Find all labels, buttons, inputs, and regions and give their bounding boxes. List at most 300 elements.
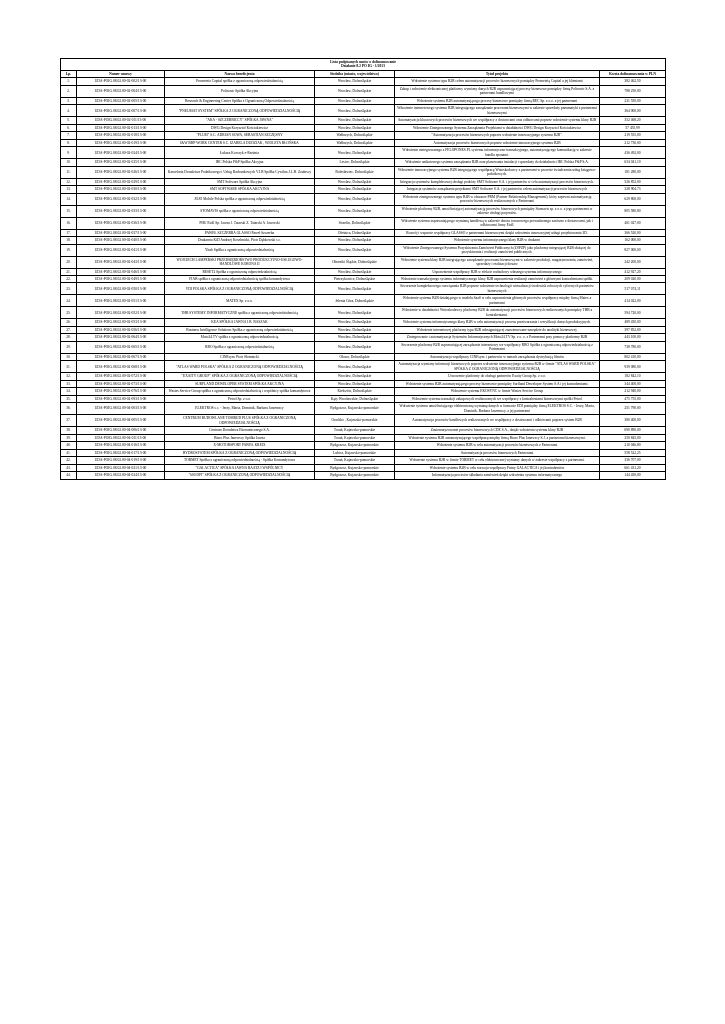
table-row	[61, 283, 666, 295]
cell-contract-number: UDA-POIG.08.02.00-02-018/13-00	[77, 132, 165, 139]
cell-amount: 251 790,00	[600, 403, 666, 415]
cell-contract-number: UDA-POIG.08.02.00-02-040/13-00	[77, 237, 165, 244]
cell-amount: 212 940,00	[600, 388, 666, 395]
cell-location: Wrocław, Dolnośląskie	[315, 97, 395, 104]
cell-contract-number: UDA-POIG.08.02.00-04-024/13-00	[77, 472, 165, 479]
cell-beneficiary: Centrum Doradztwa Ekonomicznego S.A.	[165, 427, 315, 434]
cell-amount: 57 455,99	[600, 124, 666, 131]
cell-contract-number: UDA-POIG.08.02.00-04-003/13-00	[77, 403, 165, 415]
cell-lp: 14.	[61, 193, 77, 205]
cell-contract-number: UDA-POIG.08.02.00-02-041/13-00	[77, 244, 165, 256]
table-row	[61, 139, 666, 146]
table-row	[61, 105, 666, 117]
cell-amount: 805 580,80	[600, 205, 666, 217]
cell-location: Orachko , Kujawsko-pomorskie	[315, 415, 395, 427]
cell-project-title: Stworzenie kompleksowego rozwiązania B2B poprzez wdrożenie technologii wirtualizacji środowisk roboczych cyfrowych partnerów biznesowych	[395, 283, 600, 295]
cell-project-title: Wdrożenie systemu B2B działającego w modelu SaaS w celu usprawnienia głównych procesów współpracy między firmą Matex a partnerami	[395, 295, 600, 307]
table-row	[61, 256, 666, 268]
cell-beneficiary: X-MOTORSPORT PAWEŁ KREIX	[165, 442, 315, 449]
cell-amount: 661 431,20	[600, 464, 666, 471]
cell-location: Wrocław, Dolnośląskie	[315, 334, 395, 341]
table-row	[61, 193, 666, 205]
cell-amount: 242 200,00	[600, 256, 666, 268]
cell-amount: 594 720,00	[600, 307, 666, 319]
cell-lp: 17.	[61, 229, 77, 236]
table-row	[61, 326, 666, 333]
cell-project-title: Wdrożenie systemu informatycznego klasy B2B w celu automatyzacji procesu przetwarzania i weryfikacji danych produkcyjnych.	[395, 319, 600, 326]
table-row	[61, 353, 666, 360]
table-row	[61, 78, 666, 85]
cell-location: Oława, Dolnośląskie	[315, 353, 395, 360]
cell-lp: 40.	[61, 442, 77, 449]
cell-location: Wrocław, Dolnośląskie	[315, 380, 395, 387]
cell-amount: 788 250,00	[600, 85, 666, 97]
cell-beneficiary: Poltronic Spółka Akcyjna	[165, 85, 315, 97]
cell-contract-number: UDA-POIG.08.02.00-02-029/13-00	[77, 178, 165, 185]
cell-contract-number: UDA-POIG.08.02.00-02-030/13-00	[77, 186, 165, 193]
cell-location: Toruń, Kujawsko-pomorskie	[315, 457, 395, 464]
cell-lp: 16.	[61, 217, 77, 229]
table-row	[61, 295, 666, 307]
cell-location: Wrocław, Dolnośląskie	[315, 124, 395, 131]
cell-beneficiary: CINEsync Piotr Słomnicki	[165, 353, 315, 360]
cell-contract-number: UDA-POIG.08.02.00-02-004/13-00	[77, 85, 165, 97]
cell-location: Wrocław, Dolnośląskie	[315, 147, 395, 159]
cell-beneficiary: "ATLAS WARD POLSKA" SPÓŁKA Z OGRANICZONĄ ODPOWIEDZIALNOŚCIĄ	[165, 361, 315, 373]
cell-location: Wrocław, Dolnośląskie	[315, 105, 395, 117]
cell-amount: 219 555,00	[600, 132, 666, 139]
cell-contract-number: UDA-POIG.08.02.00-02-093/13-00	[77, 395, 165, 402]
table-row	[61, 403, 666, 415]
cell-location: Toruń, Kujawsko-pomorskie	[315, 427, 395, 434]
cell-location: Wrocław, Dolnośląskie	[315, 326, 395, 333]
cell-beneficiary: Yhub Spółka z ograniczoną odpowiedzialnością	[165, 244, 315, 256]
cell-contract-number: UDA-POIG.08.02.00-04-019/13-00	[77, 457, 165, 464]
column-header-tytul: Tytuł projektu	[395, 70, 600, 77]
cell-contract-number: UDA-POIG.08.02.00-02-068/13-00	[77, 361, 165, 373]
cell-contract-number: UDA-POIG.08.02.00-04-011/13-00	[77, 434, 165, 441]
cell-project-title: Informatyzacja procesów składania zamówień dzięki wdrożeniu systemu informatycznego	[395, 472, 600, 479]
cell-lp: 43.	[61, 464, 77, 471]
cell-contract-number: UDA-POIG.08.02.00-02-053/13-00	[77, 319, 165, 326]
cell-contract-number: UDA-POIG.08.02.00-02-050/13-00	[77, 283, 165, 295]
cell-location: Bydgoszcz, Kujawsko-pomorskie	[315, 472, 395, 479]
cell-location: Wrocław, Dolnośląskie	[315, 205, 395, 217]
cell-project-title: Zautomatyzowanie procesów biznesowych CDE S.A., dzięki wdrożeniu systemu klasy B2B	[395, 427, 600, 434]
cell-beneficiary: MATEX Sp. z o.o.	[165, 295, 315, 307]
cell-beneficiary: Wastes Service Group spółka z ograniczoną odpowiedzialnością i wspólnicy spółka komandytowa	[165, 388, 315, 395]
cell-location: Wrocław, Dolnośląskie	[315, 319, 395, 326]
cell-project-title: Wdrożenie internetowego systemu B2B integrującego zarządzanie procesami biznesowymi w zakresie sprzedaży pneumatyki z partnerami biznesowymi	[395, 105, 600, 117]
cell-project-title: Utworzenie platformy do obsługi partnerów Exaity Group Sp. z o.o.	[395, 373, 600, 380]
cell-lp: 8.	[61, 139, 77, 146]
cell-contract-number: UDA-POIG.08.02.00-02-049/13-00	[77, 275, 165, 282]
cell-lp: 35.	[61, 395, 77, 402]
cell-beneficiary: Moto24.TV spółka z ograniczoną odpowiedzialnością	[165, 334, 315, 341]
cell-amount: 352 468,20	[600, 117, 666, 124]
cell-contract-number: UDA-POIG.08.02.00-04-021/13-00	[77, 464, 165, 471]
cell-lp: 41.	[61, 449, 77, 456]
cell-contract-number: UDA-POIG.08.02.00-02-046/13-00	[77, 268, 165, 275]
cell-amount: 634 041,10	[600, 159, 666, 166]
cell-amount: 209 020,00	[600, 275, 666, 282]
table-row	[61, 472, 666, 479]
cell-contract-number: UDA-POIG.08.02.00-02-043/13-00	[77, 256, 165, 268]
cell-amount: 397 852,00	[600, 326, 666, 333]
cell-beneficiary: VDI POLSKA SPÓŁKA Z OGRANICZONĄ ODPOWIEDZIALNOŚCIĄ	[165, 283, 315, 295]
cell-lp: 11.	[61, 166, 77, 178]
cell-amount: 517 074,11	[600, 283, 666, 295]
table-row	[61, 464, 666, 471]
cell-lp: 26.	[61, 319, 77, 326]
cell-beneficiary: ELEKTROS s.c. - Jerzy, Maria, Dominik, Barbara Jarzemscy	[165, 403, 315, 415]
table-row	[61, 237, 666, 244]
cell-location: Wrocław, Dolnośląskie	[315, 237, 395, 244]
cell-location: Wrocław, Dolnośląskie	[315, 341, 395, 353]
cell-beneficiary: Prometeia Capital spółka z ograniczoną odpowiedzialnością	[165, 78, 315, 85]
table-row	[61, 373, 666, 380]
cell-amount: 231 550,00	[600, 97, 666, 104]
cell-beneficiary: Łukasz Korczyk e-Rzeźnia	[165, 147, 315, 159]
cell-project-title: Automatyzacja kluczowych procesów biznesowych we współpracy z dostawcami oraz odbiorcami poprzez wdrożenie systemu klasy B2B	[395, 117, 600, 124]
cell-project-title: Automatyzacja procesów biznesowych Partnerami	[395, 449, 600, 456]
cell-contract-number: UDA-POIG.08.02.00-02-052/13-00	[77, 307, 165, 319]
cell-beneficiary: Kancelaria Doradztwa Podatkowego i Usług Rachunkowych V.I.B Spółka Cywilna J.L.B. Zaulnscy	[165, 166, 315, 178]
cell-beneficiary: "EXAITY GROUP" SPÓŁKA Z OGRANICZONĄ ODPOWIEDZIALNOŚCIĄ	[165, 373, 315, 380]
cell-project-title: "Automatyzacja procesów biznesowych poprzez wdrożenie innowacyjnego systemu B2B".	[395, 132, 600, 139]
cell-lp: 20.	[61, 256, 77, 268]
table-row	[61, 334, 666, 341]
cell-project-title: Wdrożenie zintegrowanego z FELOPONES.PL systemu informatyczno-transakcyjnego, automatyzującego komunikację w zakresie handlu eponami.	[395, 147, 600, 159]
table-row	[61, 319, 666, 326]
cell-project-title: Wdrożenie Zintegrowanego Systemu Pozyskiwania Zamówień Publicznych (ZSPZP) jako platformy integrującej B2B służącej do pozyskiwania i realizacji zamówień publicznych.	[395, 244, 600, 256]
table-row	[61, 244, 666, 256]
cell-beneficiary: THB SYSTEMY INFORMATYCZNE spółka z ograniczoną odpowiedzialnością	[165, 307, 315, 319]
cell-lp: 7.	[61, 132, 77, 139]
cell-project-title: Usprawnienie współpracy B2B w efekcie rozbudowy własnego systemu informatycznego	[395, 268, 600, 275]
cell-project-title: Wdrożenie platformy B2B, umożliwiającej automatyzację procesów biznesowych pomiędzy Stomavis sp. z o.o. a jego partnerami w zakresie obsługi pacjentów.	[395, 205, 600, 217]
cell-lp: 38.	[61, 427, 77, 434]
cell-amount: 461 027,00	[600, 217, 666, 229]
cell-location: Oborniki Śląskie, Dolnośląskie	[315, 256, 395, 268]
cell-project-title: Wdrożenie systemu umożliwiającego elektroniczną wymianę danych w formacie EDI pomiędzy firmą ELEKTROS S.C. - Jerzy, Maria, Dominik, Barbara Jarzemscy, a jej partnerami	[395, 403, 600, 415]
cell-contract-number: UDA-POIG.08.02.00-02-033/13-00	[77, 205, 165, 217]
table-row	[61, 341, 666, 353]
cell-project-title: Wdrożenie systemu B2B w firmie TORMET w celu elektronicznej wymiany danych w zakresie współpracy z partnerami.	[395, 457, 600, 464]
cell-contract-number: UDA-POIG.08.02.00-02-051/13-00	[77, 295, 165, 307]
cell-location: Oleśnica, Dolnośląskie	[315, 229, 395, 236]
cell-beneficiary: RBO Spółka z ograniczoną odpowiedzialnością	[165, 341, 315, 353]
cell-amount: 526 852,00	[600, 178, 666, 185]
table-row	[61, 124, 666, 131]
table-row	[61, 427, 666, 434]
cell-location: Kiełczów, Dolnośląskie	[315, 388, 395, 395]
cell-location: Wrocław, Dolnośląskie	[315, 244, 395, 256]
cell-contract-number: UDA-POIG.08.02.00-04-017/13-00	[77, 449, 165, 456]
cell-beneficiary: "PLUM" S.C. ADRIAN SOWA, SEBASTIAN SZCZĘSNY	[165, 132, 315, 139]
cell-lp: 31.	[61, 361, 77, 373]
table-row	[61, 186, 666, 193]
cell-amount: 364 000,00	[600, 105, 666, 117]
cell-lp: 19.	[61, 244, 77, 256]
cell-location: Wrocław, Dolnośląskie	[315, 186, 395, 193]
cell-lp: 28.	[61, 334, 77, 341]
contracts-table	[60, 58, 666, 480]
cell-amount: 939 080,00	[600, 361, 666, 373]
table-row	[61, 147, 666, 159]
cell-lp: 9.	[61, 147, 77, 159]
table-row	[61, 275, 666, 282]
cell-project-title: Integracja systemów zarządzania projektami SMT Software S.A. i jej partnerów celem automatyzacji procesów biznesowych	[395, 186, 600, 193]
cell-beneficiary: WOJCIECH LAMPERSKI PRZEDSIĘBIORSTWO PRODUKCYJNO-USŁUGOWO-HANDLOWE KORONA II	[165, 256, 315, 268]
cell-contract-number: UDA-POIG.08.02.00-02-026/13-00	[77, 166, 165, 178]
cell-beneficiary: RESET2 Spółka z ograniczoną odpowiedzialnością	[165, 268, 315, 275]
cell-lp: 39.	[61, 434, 77, 441]
cell-lp: 32.	[61, 373, 77, 380]
cell-contract-number: UDA-POIG.08.02.00-02-025/13-00	[77, 159, 165, 166]
cell-lp: 15.	[61, 205, 77, 217]
cell-location: Bolesławiec, Dolnośląskie	[315, 166, 395, 178]
cell-amount: 802 410,00	[600, 353, 666, 360]
cell-contract-number: UDA-POIG.08.02.00-02-056/13-00	[77, 326, 165, 333]
cell-amount: 182 842,10	[600, 373, 666, 380]
cell-beneficiary: "GALACTICA" SPÓŁKA JAWNA RAATZ I WSPÓLNICY	[165, 464, 315, 471]
cell-project-title: Wdrożenie systemu B2B automatyzującego procesy biznesowe pomiędzy firmą REC Sp. z o.o. a jej partnerami	[395, 97, 600, 104]
cell-beneficiary: SMT Software Spółka Akcyjna	[165, 178, 315, 185]
cell-lp: 5.	[61, 117, 77, 124]
cell-contract-number: UDA-POIG.08.02.00-04-006/13-00	[77, 427, 165, 434]
cell-beneficiary: "PNEUMAT SYSTEM" SPÓŁKA Z OGRANICZONĄ ODPOWIEDZIALNOŚCIĄ	[165, 105, 315, 117]
cell-beneficiary: Petrol Sp. z o.o.	[165, 395, 315, 402]
cell-location: Kąty Wrocławskie, Dolnośląskie	[315, 395, 395, 402]
cell-lp: 18.	[61, 237, 77, 244]
cell-project-title: Integracja systemów kompleksowej obsługi podróży SMT Software S.A. i jej partnerów w celu automatyzacji procesów biznesowych.	[395, 178, 600, 185]
title-line-2: Działanie 8.2 PO IG - 1/2013	[341, 64, 385, 69]
cell-project-title: Wdrożenie zintegrowanego systemu typu B2B w obszarze PRM (Partner Relationship Management), który zapewni automatyzację procesów biznesowych realizowanych z Partnerami	[395, 193, 600, 205]
table-row	[61, 395, 666, 402]
cell-amount: 210 046,80	[600, 442, 666, 449]
table-row	[61, 132, 666, 139]
cell-project-title: Automatyzacja procesów handlowych realizowanych we współpracy z dostawcami i odbiorcami poprzez system B2B	[395, 415, 600, 427]
cell-contract-number: UDA-POIG.08.02.00-02-065/13-00	[77, 341, 165, 353]
cell-amount: 558 522,25	[600, 449, 666, 456]
cell-contract-number: UDA-POIG.08.02.00-04-005/13-00	[77, 415, 165, 427]
cell-lp: 25.	[61, 307, 77, 319]
cell-project-title: Wdrożenie systemu usprawniającego wymianę handlową w zakresie obrotu towarowego prowadzonego zarówno z dostawcami, jak i odbiorcami firmy Etoll	[395, 217, 600, 229]
cell-lp: 44.	[61, 472, 77, 479]
cell-beneficiary: Research & Engineering Center Spółka z Ograniczoną Odpowiedzialnością	[165, 97, 315, 104]
cell-contract-number: UDA-POIG.08.02.00-02-036/13-00	[77, 217, 165, 229]
cell-contract-number: UDA-POIG.08.02.00-02-073/13-00	[77, 380, 165, 387]
cell-amount: 344 400,00	[600, 380, 666, 387]
cell-project-title: Wdrożenie systemu transakcji zakupowych realizowanych we współpracy z kontrahentami biznesowymi spółki Petrol	[395, 395, 600, 402]
cell-beneficiary: JOJO Mobile Polska spółka z ograniczoną odpowiedzialnością	[165, 193, 315, 205]
cell-location: Toruń, Kujawsko-pomorskie	[315, 434, 395, 441]
cell-project-title: Wdrożenie systemu B2B w celu automatyzacji procesów biznesowych z Partnerami	[395, 442, 600, 449]
cell-contract-number: UDA-POIG.08.02.00-02-007/13-00	[77, 105, 165, 117]
table-row	[61, 229, 666, 236]
cell-lp: 21.	[61, 268, 77, 275]
cell-location: Wrocław, Dolnośląskie	[315, 178, 395, 185]
column-header-siedziba: Siedziba (miasto, województwo)	[315, 70, 395, 77]
cell-project-title: Wdrożenie transakcyjnego systemu informatycznego klasy B2B usprawnienia realizacji zamówień z głównymi kontrahentami spółki.	[395, 275, 600, 282]
cell-location: Wrocław, Dolnośląskie	[315, 268, 395, 275]
cell-amount: 436 492,00	[600, 147, 666, 159]
cell-contract-number: UDA-POIG.08.02.00-02-064/13-00	[77, 334, 165, 341]
cell-lp: 30.	[61, 353, 77, 360]
cell-location: Bydgoszcz, Kujawsko-pomorskie	[315, 403, 395, 415]
cell-contract-number: UDA-POIG.08.02.00-02-002/13-00	[77, 78, 165, 85]
cell-location: Strzelin, Dolnośląskie	[315, 217, 395, 229]
cell-project-title: Stworzenie platformy B2B usprawniającej zarządzanie internetowy we współpracy RBO Spółka z ograniczoną odpowiedzialnością z Partnerami	[395, 341, 600, 353]
cell-project-title: Wdrożenie unikatowego systemu zarządzania B2B oraz planowania instalacji i sprzedaży do działalności IBC Polska F&P S.A.	[395, 159, 600, 166]
table-row	[61, 307, 666, 319]
cell-location: Bydgoszcz, Kujawsko-pomorskie	[315, 464, 395, 471]
cell-amount: 336 707,00	[600, 457, 666, 464]
cell-beneficiary: CENTRUM BUDOWLANE TOMBUD PLUS SPÓŁKA Z OGRANICZONĄ ODPOWIEDZIALNOŚCIĄ	[165, 415, 315, 427]
cell-location: Wrocław, Dolnośląskie	[315, 373, 395, 380]
cell-beneficiary: SURFLAND DEWELOPER SYSTEM SPÓŁKA AKCYJNA	[165, 380, 315, 387]
column-header-numer: Numer umowy	[77, 70, 165, 77]
cell-amount: 827 000,00	[600, 244, 666, 256]
table-row	[61, 97, 666, 104]
cell-location: Wrocław, Dolnośląskie	[315, 85, 395, 97]
cell-lp: 3.	[61, 97, 77, 104]
column-header-kwota: Kwota dofinansowania w PLN	[600, 70, 666, 77]
cell-contract-number: UDA-POIG.08.02.00-02-019/13-00	[77, 139, 165, 146]
cell-lp: 23.	[61, 283, 77, 295]
cell-contract-number: UDA-POIG.08.02.00-02-005/13-00	[77, 97, 165, 104]
table-row	[61, 434, 666, 441]
cell-beneficiary: PHU Etoll Sp. Jawna J. Tatarski Z. Tatarski A. Jaworski	[165, 217, 315, 229]
cell-amount: 489 450,00	[600, 319, 666, 326]
cell-location: Wrocław, Dolnośląskie	[315, 361, 395, 373]
cell-contract-number: UDA-POIG.08.02.00-02-032/13-00	[77, 193, 165, 205]
cell-location: Wrocław, Dolnośląskie	[315, 193, 395, 205]
cell-lp: 29.	[61, 341, 77, 353]
cell-beneficiary: "AKA - SZCZERBICCY" SPÓŁKA JAWNA"	[165, 117, 315, 124]
cell-contract-number: UDA-POIG.08.02.00-02-011/13-00	[77, 117, 165, 124]
cell-project-title: Rozwój i wsparcie współpracy GLASSO z partnerami biznesowymi dzięki wdrożeniu innowacyjnej usługi projektowania 3D.	[395, 229, 600, 236]
cell-project-title: Wdrożenie Zintegrowanego Systemu Zarządzania Projektami w działalności DWG Design Krzysztof Kościukiewicz	[395, 124, 600, 131]
column-header-lp: Lp.	[61, 70, 77, 77]
cell-location: Wrocław, Dolnośląskie	[315, 117, 395, 124]
cell-contract-number: UDA-POIG.08.02.00-02-072/13-00	[77, 373, 165, 380]
table-row	[61, 449, 666, 456]
cell-lp: 42.	[61, 457, 77, 464]
cell-project-title: Wdrożenie systemu B2B w celu rozwoju współpracy Firmy GALACTICA i jej kontrahentów	[395, 464, 600, 471]
cell-project-title: Wdrożenie systemu B2B automatyzującego współpracę między firmą Biuro Plus Janewscy S.J. a partnerami biznesowymi.	[395, 434, 600, 441]
cell-project-title: Zintegrowanie i automatyzacja Systemów Informatycznych Moto24.TV Sp. z o. o. z Partnerami przy pomocy platformy B2B	[395, 334, 600, 341]
cell-lp: 22.	[61, 275, 77, 282]
cell-lp: 34.	[61, 388, 77, 395]
table-row	[61, 268, 666, 275]
cell-amount: 414 022,00	[600, 295, 666, 307]
cell-project-title: Wdrożenie systemu B2B automatyzującego procesy biznesowe pomiędzy Surfland Deweloper System S.A i jej kontrahentami.	[395, 380, 600, 387]
cell-amount: 738 780,00	[600, 341, 666, 353]
cell-lp: 6.	[61, 124, 77, 131]
cell-beneficiary: PAWEŁ SZCZERBA GLASSO Paweł Szczerba	[165, 229, 315, 236]
cell-lp: 33.	[61, 380, 77, 387]
table-row	[61, 380, 666, 387]
cell-amount: 181 280,00	[600, 166, 666, 178]
cell-amount: 144 450,00	[600, 472, 666, 479]
cell-location: Wrocław, Dolnośląskie	[315, 283, 395, 295]
cell-beneficiary: Biuro Plus Janewscy Spółka Jawna	[165, 434, 315, 441]
table-row	[61, 415, 666, 427]
cell-beneficiary: "600 DPI" SPÓŁKA Z OGRANICZONĄ ODPOWIEDZIALNOŚCIĄ	[165, 472, 315, 479]
table-row	[61, 457, 666, 464]
cell-project-title: Automatyzacja wymiany informacji biznesowych poprzez wdrożenie innowacyjnego systemu B2B w firmie "ATLAS WARD POLSKA" SPÓŁKA Z OGRANICZONĄ ODPOWIEDZIALNOŚCIĄ	[395, 361, 600, 373]
cell-project-title: Wdrożenie systemu typu B2B celem automatyzacji procesów biznesowych pomiędzy Prometeią Capital a jej klientami	[395, 78, 600, 85]
cell-project-title: Wdrożenie internetowej platformy typu B2B udostępniającej zaawansowane narzędzie do analityki biznesowej.	[395, 326, 600, 333]
cell-location: Lesice, Dolnośląskie	[315, 159, 395, 166]
cell-lp: 10.	[61, 159, 77, 166]
cell-amount: 328 904,73	[600, 186, 666, 193]
table-row	[61, 85, 666, 97]
cell-beneficiary: I&W BHP WORK CENTER S.C. IZABELA DUDZIAK , WIOLETA BŁOŃSKA	[165, 139, 315, 146]
cell-location: Wrocław, Dolnośląskie	[315, 307, 395, 319]
cell-beneficiary: STOMAVIS spółka z ograniczoną odpowiedzialnością	[165, 205, 315, 217]
cell-lp: 24.	[61, 295, 77, 307]
table-row	[61, 159, 666, 166]
cell-project-title: Wdrożenie systemu informatycznego klasy B2B w drukarni	[395, 237, 600, 244]
table-row	[61, 178, 666, 185]
cell-amount: 162 000,00	[600, 237, 666, 244]
cell-contract-number: UDA-POIG.08.02.00-02-067/13-00	[77, 353, 165, 360]
table-row	[61, 117, 666, 124]
cell-beneficiary: FIAB spółka z ograniczoną odpowiedzialnością spółka komandytowa	[165, 275, 315, 282]
cell-amount: 475 755,00	[600, 395, 666, 402]
cell-lp: 27.	[61, 326, 77, 333]
cell-amount: 380 400,00	[600, 415, 666, 427]
title-line-1: Lista podpisanych umów o dofinansowanie	[330, 60, 396, 64]
cell-beneficiary: IBC Polska F&P Spółka Akcyjna	[165, 159, 315, 166]
cell-amount: 443 100,00	[600, 334, 666, 341]
cell-lp: 36.	[61, 403, 77, 415]
column-header-beneficjent: Nazwa beneficjenta	[165, 70, 315, 77]
cell-lp: 13.	[61, 186, 77, 193]
cell-amount: 690 890,00	[600, 427, 666, 434]
table-row	[61, 166, 666, 178]
cell-lp: 1.	[61, 78, 77, 85]
cell-contract-number: UDA-POIG.08.02.00-04-016/13-00	[77, 442, 165, 449]
cell-project-title: Wdrożenie innowacyjnego systemu B2B integrującego współpracę Wnioskodawcy z partnerami w procesie świadczenia usług księgowo-podatkowych.	[395, 166, 600, 178]
cell-lp: 2.	[61, 85, 77, 97]
table-row	[61, 442, 666, 449]
cell-amount: 366 520,00	[600, 229, 666, 236]
cell-beneficiary: Drukarnia KiD Andrzej Kosehnicki, Piotr Dąbkowski s.c.	[165, 237, 315, 244]
cell-beneficiary: TORMET Spółka z ograniczoną odpowiedzialnością - Spółka Komandytowa	[165, 457, 315, 464]
cell-beneficiary: Business Intelligence Solutions Spółka z ograniczoną odpowiedzialnością	[165, 326, 315, 333]
cell-amount: 382 462,50	[600, 78, 666, 85]
cell-beneficiary: KEA SPÓŁKA JAWNA I.B. BASZAK	[165, 319, 315, 326]
document-title	[61, 59, 666, 71]
cell-beneficiary: HYDROSYSTEM SPÓŁKA Z OGRANICZONĄ ODPOWIEDZIALNOŚCIĄ	[165, 449, 315, 456]
cell-beneficiary: SMT SOFTWARE SPÓŁKA AKCYJNA	[165, 186, 315, 193]
cell-location: Pietrzykowice, Dolnośląskie	[315, 275, 395, 282]
cell-location: Lubicz, Kujawsko-pomorskie	[315, 449, 395, 456]
cell-contract-number: UDA-POIG.08.02.00-02-076/13-00	[77, 388, 165, 395]
cell-project-title: Wdrożenie systemu EKOSYNC w firmie Wastes Service Group	[395, 388, 600, 395]
cell-beneficiary: DWG Design Krzysztof Kościukiewicz	[165, 124, 315, 131]
cell-project-title: Automatyzacja współpracy CINEsync i partnerów w ramach zarządzania dystrybucją filmów	[395, 353, 600, 360]
cell-contract-number: UDA-POIG.08.02.00-02-013/13-00	[77, 124, 165, 131]
cell-lp: 4.	[61, 105, 77, 117]
table-row	[61, 388, 666, 395]
table-row	[61, 361, 666, 373]
cell-project-title: Wdrożenie w działalności Wnioskodawcy platformy B2B do automatyzacji procesów biznesowych realizowanych pomiędzy THB a kontrahentami.	[395, 307, 600, 319]
